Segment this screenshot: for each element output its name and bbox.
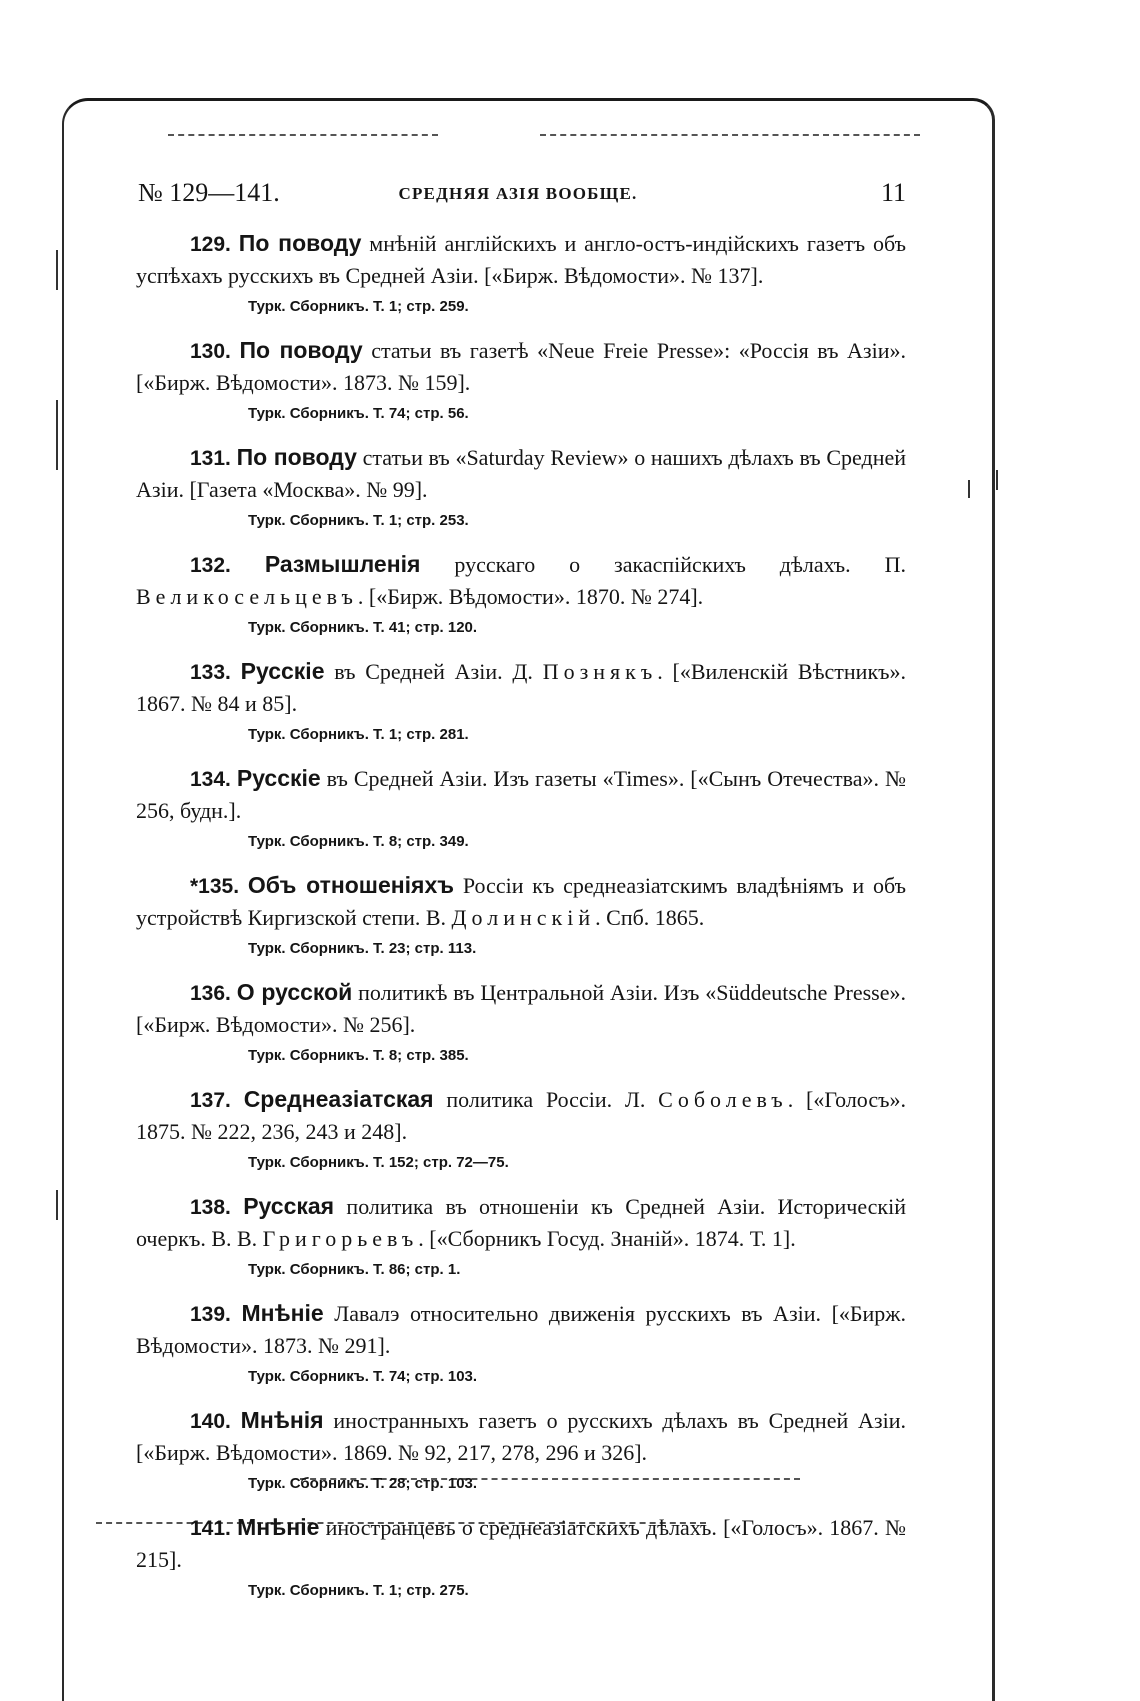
right-margin-mark bbox=[968, 480, 970, 498]
entry-reference: Турк. Сборникъ. Т. 23; стр. 113. bbox=[248, 940, 477, 957]
entry-source: . [«Бирж. Вѣдомости». 1870. № 274]. bbox=[357, 584, 704, 609]
entry-lead-words: Объ отношеніяхъ bbox=[247, 872, 455, 898]
entry-description: мнѣній англійскихъ и англо-остъ-индійскихъ газетъ объ успѣхахъ русскихъ въ Средней Азіи. [«Бирж. Вѣдомости». № 137]. bbox=[136, 231, 907, 288]
entry-number: 133. bbox=[190, 661, 231, 684]
entry-source: . Спб. 1865. bbox=[595, 905, 705, 930]
bibliography-entry-139 bbox=[136, 1298, 906, 1387]
entry-author: Соболевъ bbox=[658, 1087, 788, 1112]
entry-number: 140. bbox=[190, 1410, 231, 1433]
entry-range: № 129—141. bbox=[138, 178, 280, 207]
entry-reference: Турк. Сборникъ. Т. 28; стр. 103. bbox=[248, 1475, 478, 1492]
bibliography-entry-141 bbox=[136, 1512, 906, 1601]
entry-author: Долинскій bbox=[451, 905, 596, 930]
entry-number: 131. bbox=[190, 447, 231, 470]
entry-reference: Турк. Сборникъ. Т. 1; стр. 281. bbox=[248, 726, 469, 743]
entry-lead-words: Русскіе bbox=[240, 658, 325, 684]
entry-description: русскаго о закаспійскихъ дѣлахъ. П. bbox=[420, 552, 907, 577]
entry-reference: Турк. Сборникъ. Т. 152; стр. 72—75. bbox=[248, 1154, 509, 1171]
entry-number: 132. bbox=[190, 554, 231, 577]
entry-reference: Турк. Сборникъ. Т. 74; стр. 56. bbox=[248, 405, 469, 422]
entry-description: политика въ отношеніи къ Средней Азіи. Историческій очеркъ. В. В. bbox=[136, 1194, 906, 1251]
entry-lead-words: Размышленія bbox=[264, 551, 421, 577]
entry-reference: Турк. Сборникъ. Т. 41; стр. 120. bbox=[248, 619, 478, 636]
entry-author: Григорьевъ bbox=[262, 1226, 419, 1251]
entry-reference: Турк. Сборникъ. Т. 8; стр. 385. bbox=[248, 1047, 469, 1064]
entry-reference: Турк. Сборникъ. Т. 86; стр. 1. bbox=[248, 1261, 461, 1278]
entry-author: Великосельцевъ bbox=[136, 584, 358, 609]
left-margin-mark bbox=[56, 400, 58, 470]
entry-reference: Турк. Сборникъ. Т. 1; стр. 275. bbox=[248, 1582, 469, 1599]
entry-reference: Турк. Сборникъ. Т. 74; стр. 103. bbox=[248, 1368, 478, 1385]
bibliography-entry-130 bbox=[136, 335, 906, 424]
entry-lead-words: Мнѣніе bbox=[237, 1514, 320, 1540]
entry-description: политика Россіи. Л. bbox=[433, 1087, 659, 1112]
bibliography-entry-134 bbox=[136, 763, 906, 852]
bibliography-entry-135 bbox=[136, 870, 906, 959]
entry-reference: Турк. Сборникъ. Т. 1; стр. 253. bbox=[248, 512, 469, 529]
entry-number: 136. bbox=[190, 982, 231, 1005]
bibliography-entry-136 bbox=[136, 977, 906, 1066]
entry-source: . [«Виленскій Вѣстникъ». 1867. № 84 и 85]. bbox=[136, 659, 907, 716]
left-margin-mark bbox=[56, 250, 58, 290]
entry-lead-words: По поводу bbox=[236, 444, 357, 470]
entry-lead-words: Мнѣнія bbox=[240, 1407, 324, 1433]
entry-source: . [«Голосъ». 1875. № 222, 236, 243 и 248]. bbox=[136, 1087, 906, 1144]
entry-author: Познякъ bbox=[542, 659, 658, 684]
entry-description: иностранныхъ газетъ о русскихъ дѣлахъ въ Средней Азіи. [«Бирж. Вѣдомости». 1869. № 92, 217, 278, 296 и 326]. bbox=[136, 1408, 906, 1465]
entry-number: 134. bbox=[190, 768, 231, 791]
bibliography-entry-140 bbox=[136, 1405, 906, 1494]
left-margin-mark bbox=[56, 1190, 58, 1220]
entry-number: 138. bbox=[190, 1196, 231, 1219]
entry-description: въ Средней Азіи. Д. bbox=[324, 659, 543, 684]
entry-number: 141. bbox=[190, 1517, 231, 1540]
entry-description: статьи въ «Saturday Review» о нашихъ дѣлахъ въ Средней Азіи. [Газета «Москва». № 99]. bbox=[136, 445, 907, 502]
entry-number: 130. bbox=[190, 340, 231, 363]
bibliography-list bbox=[136, 228, 906, 1619]
entry-lead-words: Русская bbox=[243, 1193, 335, 1219]
entry-description: статьи въ газетѣ «Neue Freie Presse»: «Россія въ Азіи». [«Бирж. Вѣдомости». 1873. № 159]. bbox=[136, 338, 907, 395]
entry-lead-words: Среднеазіатская bbox=[243, 1086, 434, 1112]
top-dashed-rule bbox=[168, 134, 438, 136]
entry-number: 129. bbox=[190, 233, 231, 256]
entry-description: въ Средней Азіи. Изъ газеты «Times». [«Сынъ Отечества». № 256, будн.]. bbox=[136, 766, 907, 823]
page-number: 11 bbox=[880, 178, 906, 207]
entry-lead-words: О русской bbox=[236, 979, 353, 1005]
bibliography-entry-131 bbox=[136, 442, 906, 531]
bibliography-entry-133 bbox=[136, 656, 906, 745]
section-title: СРЕДНЯЯ АЗІЯ ВООБЩЕ. bbox=[398, 184, 638, 203]
entry-number: 139. bbox=[190, 1303, 231, 1326]
entry-number: 137. bbox=[190, 1089, 231, 1112]
bibliography-entry-137 bbox=[136, 1084, 906, 1173]
top-dashed-rule-right bbox=[540, 134, 920, 136]
entry-description: политикѣ въ Центральной Азіи. Изъ «Süddeutsche Presse». [«Бирж. Вѣдомости». № 256]. bbox=[136, 980, 906, 1037]
entry-lead-words: Мнѣніе bbox=[241, 1300, 324, 1326]
entry-lead-words: По поводу bbox=[239, 337, 363, 363]
entry-reference: Турк. Сборникъ. Т. 8; стр. 349. bbox=[248, 833, 469, 850]
entry-description: Россіи къ среднеазіатскимъ владѣніямъ и объ устройствѣ Киргизской степи. В. bbox=[136, 873, 907, 930]
running-header bbox=[130, 178, 906, 218]
bibliography-entry-138 bbox=[136, 1191, 906, 1280]
right-margin-mark bbox=[996, 470, 998, 490]
entry-description: Лавалэ относительно движенія русскихъ въ Азіи. [«Бирж. Вѣдомости». 1873. № 291]. bbox=[136, 1301, 906, 1358]
entry-number: *135. bbox=[190, 875, 240, 898]
entry-description: иностранцевъ о среднеазіатскихъ дѣлахъ. [«Голосъ». 1867. № 215]. bbox=[136, 1515, 906, 1572]
bibliography-entry-129 bbox=[136, 228, 906, 317]
entry-reference: Турк. Сборникъ. Т. 1; стр. 259. bbox=[248, 298, 469, 315]
bibliography-entry-132 bbox=[136, 549, 906, 638]
entry-lead-words: Русскіе bbox=[236, 765, 321, 791]
entry-lead-words: По поводу bbox=[238, 230, 362, 256]
entry-source: . [«Сборникъ Госуд. Знаній». 1874. Т. 1]. bbox=[418, 1226, 796, 1251]
